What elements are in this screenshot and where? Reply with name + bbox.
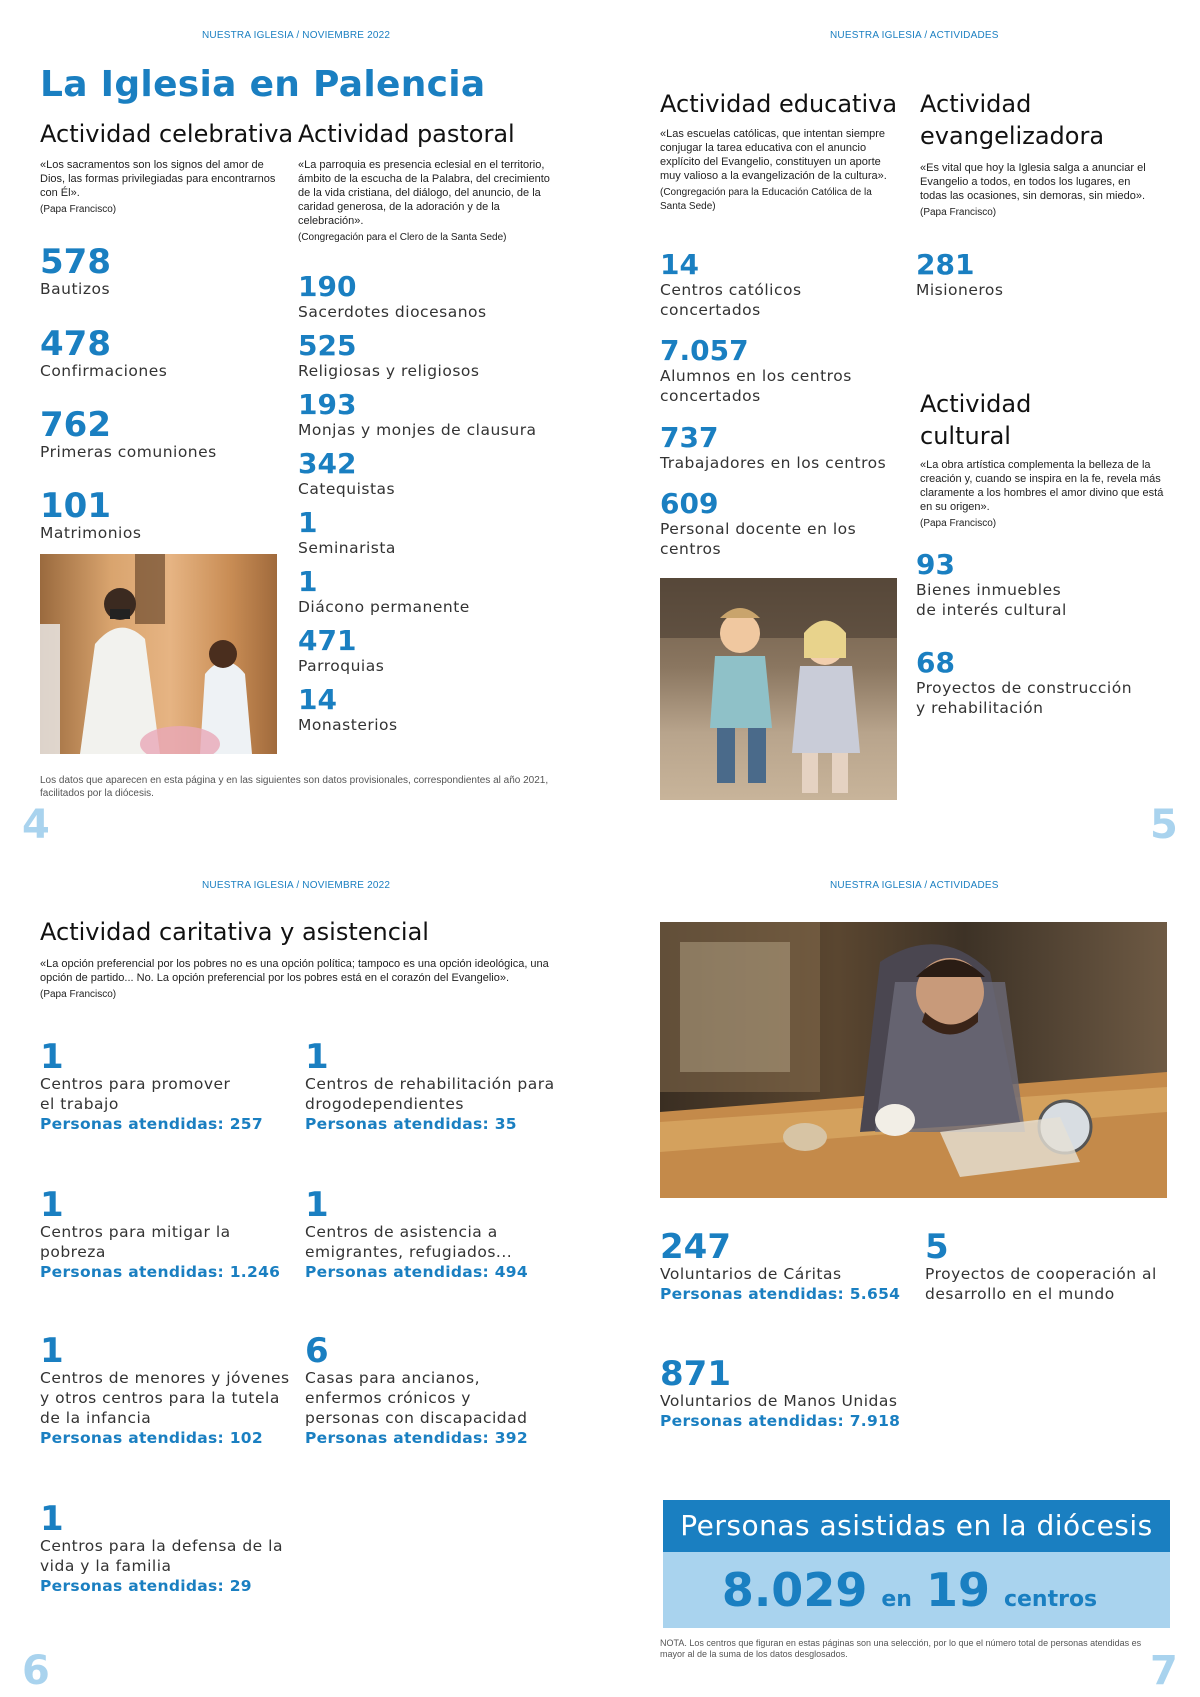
stat-number: 762: [40, 405, 111, 445]
stat-label: Centros de rehabilitación para: [305, 1075, 555, 1093]
stat-label: Bienes inmuebles: [916, 581, 1062, 599]
section-quote: [40, 957, 550, 1002]
running-header: NUESTRA IGLESIA / NOVIEMBRE 2022: [202, 880, 391, 891]
quote-text: «Los sacramentos son los signos del amor de Dios, las formas privilegiadas para encontrarnos con Él».: [40, 159, 276, 199]
stat-number: 871: [660, 1354, 731, 1394]
section-quote: [298, 158, 553, 245]
stat-number: 281: [916, 248, 975, 281]
stat-label: Sacerdotes diocesanos: [298, 303, 487, 321]
stat-label: vida y la familia: [40, 1557, 172, 1575]
quote-text: «La parroquia es presencia eclesial en el territorio, ámbito de la escucha de la Palabra, del crecimiento de la vida cristiana, del diálogo, del anuncio, de la caridad generosa, de la adoración y de la celebración».: [298, 159, 550, 227]
footnote: NOTA. Los centros que figuran en estas páginas son una selección, por lo que el número total de personas atendidas es mayor al de la suma de los datos desglosados.: [660, 1638, 1142, 1659]
stat-label: enfermos crónicos y: [305, 1389, 471, 1407]
charity-stat: [305, 1037, 565, 1134]
stat-label: Voluntarios de Cáritas: [660, 1265, 842, 1283]
stat-item: [40, 324, 168, 381]
stat-label: Monjas y monjes de clausura: [298, 421, 537, 439]
stat-number: 737: [660, 421, 719, 454]
quote-source: (Congregación para el Clero de la Santa Sede): [298, 232, 507, 243]
stat-number: 247: [660, 1227, 731, 1267]
stat-label: Centros para mitigar la: [40, 1223, 231, 1241]
stat-number: 578: [40, 242, 111, 282]
stat-label: Centros católicos concertados: [660, 281, 802, 319]
charity-stat: [305, 1185, 565, 1282]
heading-line: Actividad: [920, 90, 1032, 118]
persons-attended: Personas atendidas: 1.246: [40, 1263, 281, 1281]
footnote: Los datos que aparecen en esta página y en las siguientes son datos provisionales, correspondientes al año 2021, facilitados por la diócesis.: [40, 775, 549, 799]
section-heading: [920, 88, 1104, 152]
running-header: NUESTRA IGLESIA / ACTIVIDADES: [830, 30, 999, 41]
stat-label: Catequistas: [298, 480, 396, 498]
page-number: 7: [1150, 1648, 1178, 1694]
quote-source: (Papa Francisco): [40, 989, 117, 1000]
stat-label: personas con discapacidad: [305, 1409, 528, 1427]
persons-attended: Personas atendidas: 29: [40, 1577, 252, 1595]
stat-number: 471: [298, 624, 357, 657]
stat-label: Seminarista: [298, 539, 396, 557]
stat-number: 14: [298, 683, 337, 716]
charity-stat: [40, 1499, 295, 1596]
stat-number: 6: [305, 1331, 329, 1371]
total-centros-label: centros: [1003, 1587, 1098, 1612]
stat-label: Personal docente en los centros: [660, 520, 857, 558]
stat-label: el trabajo: [40, 1095, 119, 1113]
stat-label: Casas para ancianos,: [305, 1369, 480, 1387]
stat-label: emigrantes, refugiados...: [305, 1243, 513, 1261]
persons-attended: Personas atendidas: 35: [305, 1115, 517, 1133]
total-figures: [663, 1552, 1170, 1628]
volunteer-stat: [925, 1227, 1175, 1304]
stat-item: [916, 250, 1004, 300]
stat-item: [298, 331, 479, 381]
stat-item: [660, 250, 880, 320]
stat-label: Matrimonios: [40, 524, 142, 542]
stat-number: 68: [916, 646, 955, 679]
section-heading: Actividad educativa: [660, 90, 898, 118]
stat-item: [660, 423, 900, 473]
stat-label: Confirmaciones: [40, 362, 168, 380]
quote-source: (Papa Francisco): [40, 204, 117, 215]
total-persons: 8.029: [721, 1563, 868, 1617]
stat-item: [660, 489, 870, 559]
quote-text: «Las escuelas católicas, que intentan siempre conjugar la tarea educativa con el anuncio explícito del Evangelio, constituyen un aporte muy valioso a la evangelización de la cultura».: [660, 128, 887, 182]
stat-item: [40, 242, 111, 299]
stat-number: 1: [298, 506, 318, 539]
stat-number: 1: [305, 1037, 329, 1077]
stat-number: 1: [40, 1331, 64, 1371]
quote-text: «La obra artística complementa la belleza de la creación y, cuando se inspira en la fe, revela más claramente a los hombres el amor divino que está en su origen».: [920, 459, 1164, 513]
stat-item: [40, 486, 142, 543]
stat-label: y rehabilitación: [916, 699, 1044, 717]
section-quote: [660, 127, 895, 214]
stat-number: 1: [298, 565, 318, 598]
stat-item: [298, 508, 396, 558]
stat-item: [298, 685, 398, 735]
stat-item: [660, 336, 880, 406]
volunteer-stat: [660, 1354, 920, 1431]
stat-label: Voluntarios de Manos Unidas: [660, 1392, 898, 1410]
section-quote: [920, 458, 1165, 531]
quote-text: «Es vital que hoy la Iglesia salga a anunciar el Evangelio a todos, en todos los lugares, en todas las ocasiones, sin demoras, sin miedo».: [920, 162, 1146, 202]
stat-label: Proyectos de cooperación al: [925, 1265, 1157, 1283]
stat-label: Alumnos en los centros concertados: [660, 367, 852, 405]
page-number: 5: [1150, 802, 1178, 848]
stat-label: pobreza: [40, 1243, 106, 1261]
running-header: NUESTRA IGLESIA / NOVIEMBRE 2022: [202, 30, 391, 41]
stat-number: 193: [298, 388, 357, 421]
stat-label: Religiosas y religiosos: [298, 362, 480, 380]
section-quote: [40, 158, 280, 217]
stat-number: 609: [660, 487, 719, 520]
stat-number: 5: [925, 1227, 949, 1267]
stat-label: drogodependientes: [305, 1095, 464, 1113]
stat-item: [916, 648, 1132, 718]
section-heading: Actividad caritativa y asistencial: [40, 918, 429, 946]
stat-label: Parroquias: [298, 657, 385, 675]
communion-photo: [40, 554, 277, 754]
persons-attended: Personas atendidas: 392: [305, 1429, 528, 1447]
charity-stat: [40, 1037, 290, 1134]
stat-label: Centros para promover: [40, 1075, 231, 1093]
quote-text: «La opción preferencial por los pobres no es una opción política; tampoco es una opción ideológica, una opción de partido... No. La opción preferencial por los pobres está en el corazón del Evangelio».: [40, 958, 549, 984]
stat-number: 190: [298, 270, 357, 303]
stat-item: [298, 626, 384, 676]
stat-label: y otros centros para la tutela: [40, 1389, 280, 1407]
stat-label: de interés cultural: [916, 601, 1067, 619]
running-header: NUESTRA IGLESIA / ACTIVIDADES: [830, 880, 999, 891]
quote-source: (Papa Francisco): [920, 207, 997, 218]
stat-label: Centros de asistencia a: [305, 1223, 498, 1241]
stat-label: Proyectos de construcción: [916, 679, 1133, 697]
stat-label: Trabajadores en los centros: [660, 454, 887, 472]
section-quote: [920, 161, 1155, 220]
persons-attended: Personas atendidas: 7.918: [660, 1412, 901, 1430]
stat-item: [298, 449, 395, 499]
persons-attended: Personas atendidas: 494: [305, 1263, 528, 1281]
stat-number: 342: [298, 447, 357, 480]
stat-label: Primeras comuniones: [40, 443, 217, 461]
worried-man-photo: [660, 922, 1167, 1198]
stat-item: [40, 405, 217, 462]
stat-item: [298, 390, 537, 440]
stat-label: Bautizos: [40, 280, 111, 298]
stat-item: [298, 272, 487, 322]
heading-line: evangelizadora: [920, 122, 1105, 150]
page-number: 6: [22, 1648, 50, 1694]
stat-number: 101: [40, 486, 111, 526]
stat-label: Monasterios: [298, 716, 398, 734]
stat-number: 14: [660, 248, 699, 281]
charity-stat: [40, 1331, 295, 1448]
persons-attended: Personas atendidas: 102: [40, 1429, 263, 1447]
charity-stat: [40, 1185, 290, 1282]
total-title: Personas asistidas en la diócesis: [663, 1500, 1170, 1552]
persons-attended: Personas atendidas: 5.654: [660, 1285, 901, 1303]
stat-number: 1: [40, 1037, 64, 1077]
stat-number: 1: [40, 1185, 64, 1225]
page-title: La Iglesia en Palencia: [40, 64, 486, 105]
stat-label: Centros de menores y jóvenes: [40, 1369, 290, 1387]
stat-number: 478: [40, 324, 111, 364]
quote-source: (Papa Francisco): [920, 518, 997, 529]
quote-source: (Congregación para la Educación Católica de la Santa Sede): [660, 187, 872, 212]
stat-number: 525: [298, 329, 357, 362]
stat-item: [298, 567, 470, 617]
children-running-photo: [660, 578, 897, 800]
stat-number: 1: [40, 1499, 64, 1539]
heading-line: Actividad: [920, 390, 1032, 418]
stat-label: de la infancia: [40, 1409, 152, 1427]
stat-number: 1: [305, 1185, 329, 1225]
stat-label: Centros para la defensa de la: [40, 1537, 283, 1555]
charity-stat: [305, 1331, 565, 1448]
total-assisted-box: [663, 1500, 1170, 1628]
section-heading: Actividad pastoral: [298, 120, 515, 148]
stat-number: 7.057: [660, 334, 749, 367]
stat-item: [916, 550, 1067, 620]
section-heading: [920, 388, 1031, 452]
stat-label: Misioneros: [916, 281, 1004, 299]
page-number: 4: [22, 802, 50, 848]
persons-attended: Personas atendidas: 257: [40, 1115, 263, 1133]
stat-label: Diácono permanente: [298, 598, 470, 616]
stat-number: 93: [916, 548, 955, 581]
total-centros-number: 19: [925, 1563, 990, 1617]
stat-label: desarrollo en el mundo: [925, 1285, 1115, 1303]
total-en: en: [881, 1587, 912, 1612]
heading-line: cultural: [920, 422, 1011, 450]
volunteer-stat: [660, 1227, 910, 1304]
section-heading: Actividad celebrativa: [40, 120, 294, 148]
